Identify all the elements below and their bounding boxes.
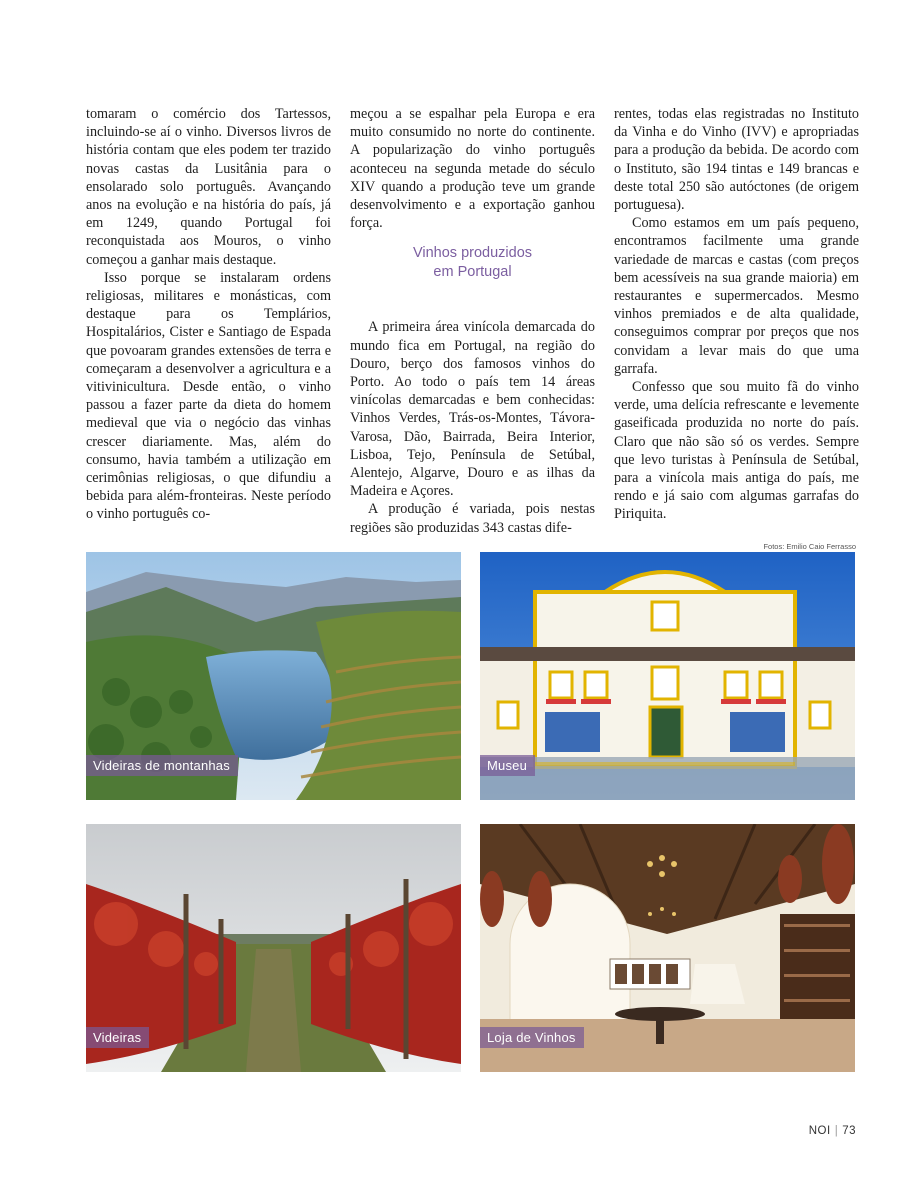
photo-museum bbox=[480, 552, 855, 800]
page-number: 73 bbox=[842, 1125, 856, 1137]
folio-separator: | bbox=[834, 1125, 839, 1137]
photo-vineyard-rows bbox=[86, 824, 461, 1072]
page-folio bbox=[809, 1125, 856, 1137]
text-column-1 bbox=[86, 105, 331, 524]
subheading-line: em Portugal bbox=[433, 264, 512, 281]
photo-caption: Videiras de montanhas bbox=[86, 755, 238, 776]
folio-brand: NOI bbox=[808, 1125, 831, 1137]
section-subheading bbox=[350, 244, 595, 282]
photo-credit: Fotos: Emilio Caio Ferrasso bbox=[763, 542, 856, 551]
text-column-3 bbox=[614, 105, 859, 524]
paragraph: Como estamos em um país pequeno, encontramos facilmente uma grande variedade de marcas e castas (com preços bem acessíveis na sua grande maioria) em restaurantes e supermercados. Mesmo vinhos premiados e de alta qualidade, conseguimos comprar por preços que nos convidam a levar mais do que uma garrafa. bbox=[614, 215, 859, 377]
paragraph: Confesso que sou muito fã do vinho verde, uma delícia refrescante e levemente gaseificada produzida no norte do país. Claro que não são só os verdes. Sempre que levo turistas à Península de Setúbal, para a vinícola mais antiga do país, me rendo e já saio com algumas garrafas do Piriquita. bbox=[614, 379, 859, 523]
paragraph: rentes, todas elas registradas no Instituto da Vinha e do Vinho (IVV) e apropriadas para a produção da bebida. De acordo com o Instituto, são 194 tintas e 149 brancas e deste total 250 são autóctones (de origem portuguesa). bbox=[614, 106, 859, 214]
photo-caption: Museu bbox=[480, 755, 535, 776]
photo-caption: Loja de Vinhos bbox=[480, 1027, 584, 1048]
photo-douro-valley bbox=[86, 552, 461, 800]
paragraph: tomaram o comércio dos Tartessos, incluindo-se aí o vinho. Diversos livros de história contam que eles podem ter trazido novas castas da Lusitânia para o ensolarado solo português. Avançando anos na evolução e na história do país, já em 1249, quando Portugal foi reconquistada aos Mouros, o vinho começou a ganhar mais destaque. bbox=[86, 106, 331, 268]
paragraph: meçou a se espalhar pela Europa e era muito consumido no norte do continente. A popularização do vinho português aconteceu na segunda metade do século XIV quando a produção teve um grande desenvolvimento e a exportação ganhou força. bbox=[350, 106, 595, 232]
text-column-2 bbox=[350, 105, 595, 537]
photo-caption: Videiras bbox=[86, 1027, 149, 1048]
paragraph: A produção é variada, pois nestas regiões são produzidas 343 castas dife- bbox=[350, 501, 595, 536]
subheading-line: Vinhos produzidos bbox=[412, 245, 533, 262]
paragraph: Isso porque se instalaram ordens religiosas, militares e monásticas, com destaque para os Templários, Hospitalários, Cister e Santiago de Espada que povoaram grandes extensões de terra e começaram a desenvolver a agricultura e a vitivinicultura. Desde então, o vinho passou a fazer parte da dieta do homem medieval que via o negócio das vinhas crescer diariamente. Mas, além do consumo, havia também a utilização em cerimônias religiosas, o que difundiu a bebida para além-fronteiras. Neste período o vinho português co- bbox=[86, 269, 331, 523]
photo-wine-shop bbox=[480, 824, 855, 1072]
paragraph: A primeira área vinícola demarcada do mundo fica em Portugal, na região do Douro, berço dos famosos vinhos do Porto. Ao todo o país tem 14 áreas vinícolas demarcadas e bem conhecidas: Vinhos Verdes, Trás-os-Montes, Távora-Varosa, Dão, Bairrada, Beira Interior, Lisboa, Tejo, Península de Setúbal, Alentejo, Algarve, Douro e as ilhas da Madeira e Açores. bbox=[350, 319, 595, 500]
